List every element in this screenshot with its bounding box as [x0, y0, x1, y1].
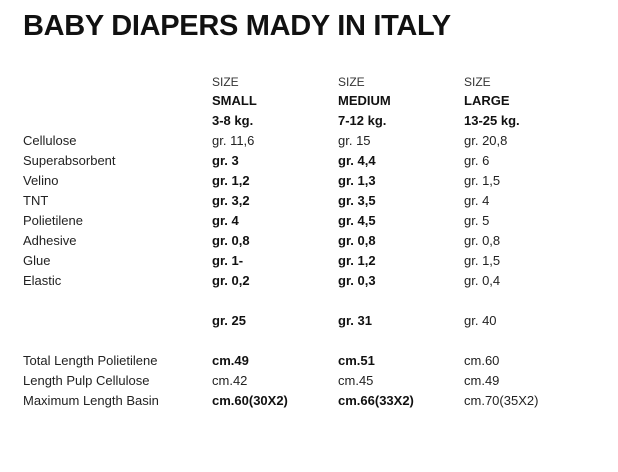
size-label-medium: SIZE [338, 75, 365, 89]
cell-cellulose-small: gr. 11,6 [212, 133, 255, 148]
cell-superabsorbent-large: gr. 6 [464, 153, 490, 168]
cell-elastic-large: gr. 0,4 [464, 273, 501, 288]
cell-velino-large: gr. 1,5 [464, 173, 501, 188]
row-label-tnt: TNT [23, 193, 49, 208]
cell-velino-medium: gr. 1,3 [338, 173, 376, 188]
cell-tnt-large: gr. 4 [464, 193, 490, 208]
cell-polietilene-large: gr. 5 [464, 213, 490, 228]
cell-cellulose-large: gr. 20,8 [464, 133, 508, 148]
cell-tnt-medium: gr. 3,5 [338, 193, 376, 208]
cell-adhesive-large: gr. 0,8 [464, 233, 501, 248]
size-label-large: SIZE [464, 75, 491, 89]
cell-basin-length-small: cm.60(30X2) [212, 393, 288, 408]
cell-basin-length-large: cm.70(35X2) [464, 393, 539, 408]
size-weight-large: 13-25 kg. [464, 113, 520, 128]
cell-basin-length-medium: cm.66(33X2) [338, 393, 414, 408]
cell-pulp-length-small: cm.42 [212, 373, 248, 388]
size-name-large: LARGE [464, 93, 510, 108]
cell-elastic-small: gr. 0,2 [212, 273, 250, 288]
cell-total-length-medium: cm.51 [338, 353, 375, 368]
row-label-length-pulp-cellulose: Length Pulp Cellulose [23, 373, 150, 388]
cell-adhesive-small: gr. 0,8 [212, 233, 250, 248]
row-label-adhesive: Adhesive [23, 233, 77, 248]
cell-glue-small: gr. 1- [212, 253, 244, 268]
row-label-superabsorbent: Superabsorbent [23, 153, 116, 168]
row-label-polietilene: Polietilene [23, 213, 83, 228]
row-label-elastic: Elastic [23, 273, 62, 288]
size-name-medium: MEDIUM [338, 93, 391, 108]
cell-velino-small: gr. 1,2 [212, 173, 250, 188]
row-label-glue: Glue [23, 253, 51, 268]
cell-adhesive-medium: gr. 0,8 [338, 233, 376, 248]
size-weight-small: 3-8 kg. [212, 113, 254, 128]
row-label-maximum-length-basin: Maximum Length Basin [23, 393, 159, 408]
cell-cellulose-medium: gr. 15 [338, 133, 371, 148]
cell-elastic-medium: gr. 0,3 [338, 273, 376, 288]
size-label-small: SIZE [212, 75, 239, 89]
cell-pulp-length-medium: cm.45 [338, 373, 374, 388]
cell-total-length-small: cm.49 [212, 353, 249, 368]
cell-superabsorbent-small: gr. 3 [212, 153, 239, 168]
cell-pulp-length-large: cm.49 [464, 373, 500, 388]
size-weight-medium: 7-12 kg. [338, 113, 387, 128]
cell-tnt-small: gr. 3,2 [212, 193, 250, 208]
row-label-total-length-polietilene: Total Length Polietilene [23, 353, 158, 368]
size-name-small: SMALL [212, 93, 257, 108]
cell-glue-large: gr. 1,5 [464, 253, 501, 268]
total-weight-medium: gr. 31 [338, 313, 372, 328]
page-title: BABY DIAPERS MADY IN ITALY [23, 10, 451, 42]
row-label-velino: Velino [23, 173, 59, 188]
row-label-cellulose: Cellulose [23, 133, 77, 148]
total-weight-small: gr. 25 [212, 313, 246, 328]
cell-total-length-large: cm.60 [464, 353, 500, 368]
cell-superabsorbent-medium: gr. 4,4 [338, 153, 376, 168]
total-weight-large: gr. 40 [464, 313, 497, 328]
cell-polietilene-small: gr. 4 [212, 213, 239, 228]
cell-glue-medium: gr. 1,2 [338, 253, 376, 268]
cell-polietilene-medium: gr. 4,5 [338, 213, 376, 228]
